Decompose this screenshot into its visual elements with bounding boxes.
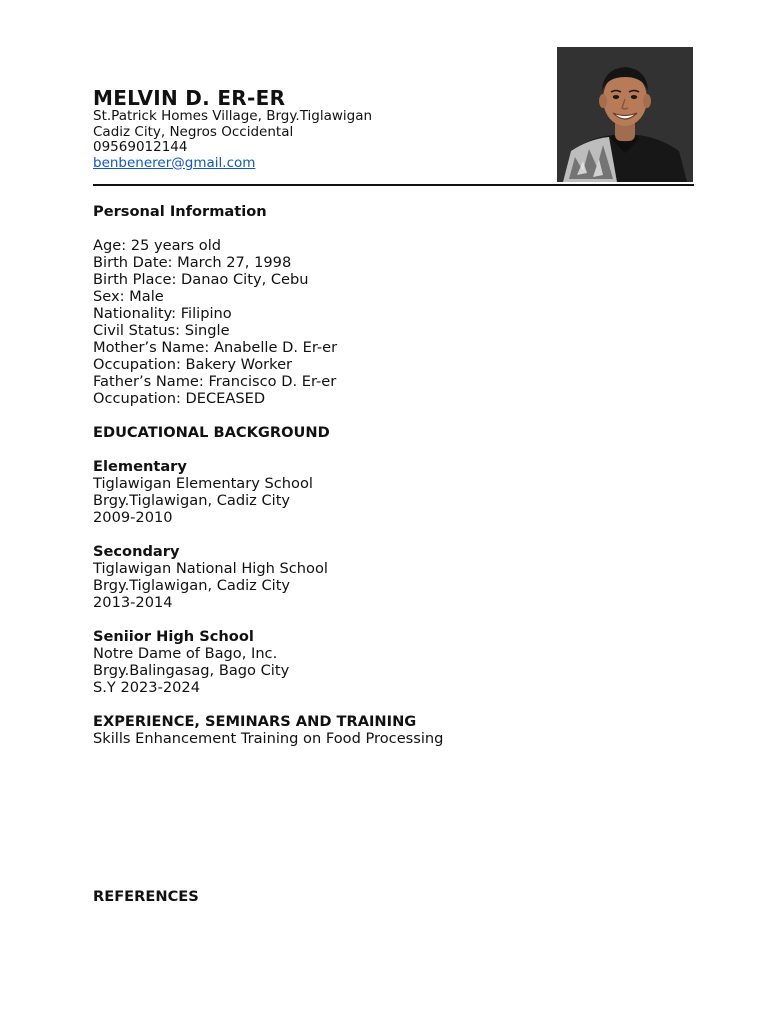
personal-birth-place: Birth Place: Danao City, Cebu — [93, 271, 309, 288]
elementary-years: 2009-2010 — [93, 509, 173, 526]
header-divider — [93, 184, 694, 186]
personal-information-heading: Personal Information — [93, 203, 267, 220]
experience-heading: EXPERIENCE, SEMINARS AND TRAINING — [93, 713, 417, 730]
references-heading: REFERENCES — [93, 888, 199, 905]
experience-section — [93, 713, 443, 747]
senior-high-years: S.Y 2023-2024 — [93, 679, 201, 696]
profile-photo-image — [557, 47, 693, 182]
elementary-location: Brgy.Tiglawigan, Cadiz City — [93, 492, 291, 509]
secondary-years: 2013-2014 — [93, 594, 173, 611]
senior-high-label: Seniior High School — [93, 628, 254, 645]
personal-nationality: Nationality: Filipino — [93, 305, 232, 322]
elementary-label: Elementary — [93, 458, 187, 475]
education-secondary — [93, 543, 328, 611]
personal-information-list — [93, 237, 337, 407]
personal-father-occupation: Occupation: DECEASED — [93, 390, 266, 407]
personal-sex: Sex: Male — [93, 288, 164, 305]
personal-mother-occupation: Occupation: Bakery Worker — [93, 356, 293, 373]
phone-number: 09569012144 — [93, 139, 188, 155]
education-elementary — [93, 458, 313, 526]
address-line-1: St.Patrick Homes Village, Brgy.Tiglawigan — [93, 108, 373, 124]
secondary-location: Brgy.Tiglawigan, Cadiz City — [93, 577, 291, 594]
personal-mother-name: Mother’s Name: Anabelle D. Er-er — [93, 339, 338, 356]
education-senior-high — [93, 628, 289, 696]
senior-high-school: Notre Dame of Bago, Inc. — [93, 645, 278, 662]
email-link[interactable]: benbenerer@gmail.com — [93, 154, 256, 171]
secondary-label: Secondary — [93, 543, 180, 560]
personal-father-name: Father’s Name: Francisco D. Er-er — [93, 373, 337, 390]
applicant-name: MELVIN D. ER-ER — [93, 86, 286, 110]
educational-background-heading: EDUCATIONAL BACKGROUND — [93, 424, 330, 441]
personal-birth-date: Birth Date: March 27, 1998 — [93, 254, 292, 271]
senior-high-location: Brgy.Balingasag, Bago City — [93, 662, 290, 679]
personal-age: Age: 25 years old — [93, 237, 222, 254]
personal-civil-status: Civil Status: Single — [93, 322, 230, 339]
secondary-school: Tiglawigan National High School — [93, 560, 328, 577]
profile-photo — [557, 47, 693, 182]
contact-block — [93, 109, 372, 171]
experience-item: Skills Enhancement Training on Food Processing — [93, 730, 444, 747]
address-line-2: Cadiz City, Negros Occidental — [93, 123, 294, 140]
elementary-school: Tiglawigan Elementary School — [93, 475, 313, 492]
